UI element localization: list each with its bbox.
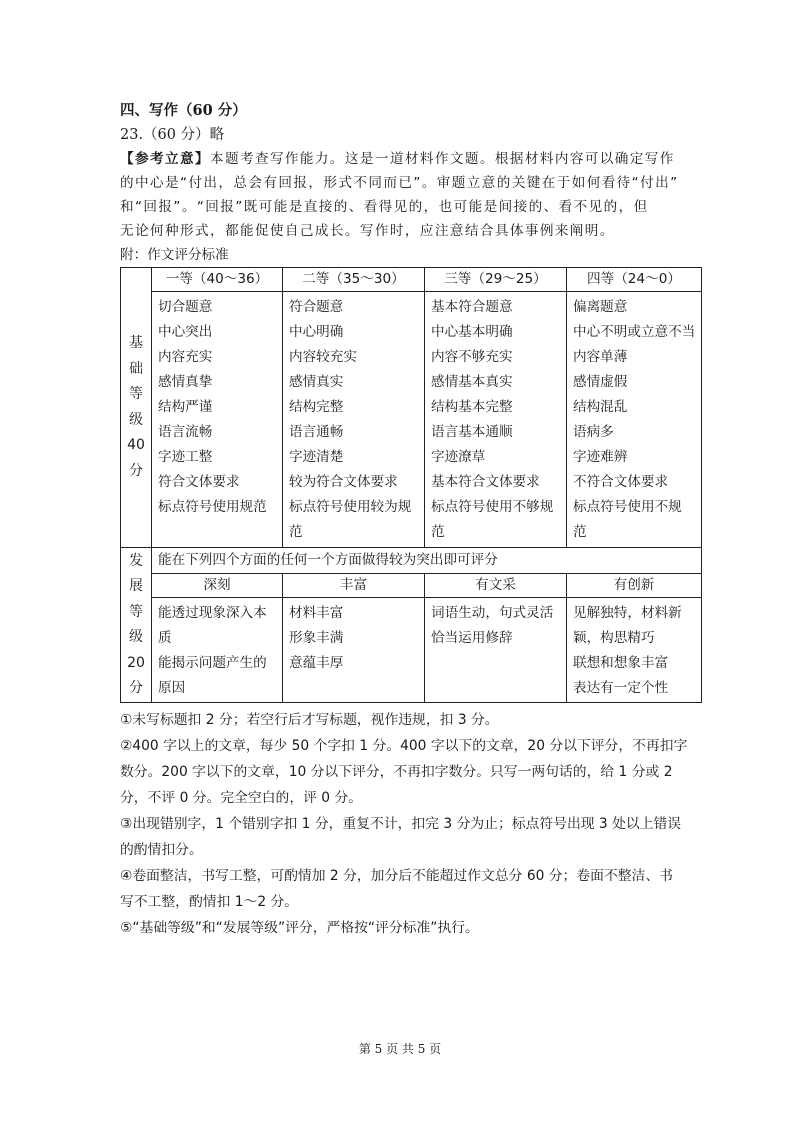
basic-item: 语言流畅 — [158, 424, 213, 440]
basic-item: 标点符号使用规范 — [158, 499, 267, 515]
basic-header-2: 二等（35～30） — [283, 268, 425, 292]
basic-item: 符合题意 — [289, 299, 344, 315]
development-body-row — [121, 598, 702, 703]
development-header-3: 有文采 — [425, 574, 567, 598]
section-title: 四、写作（60 分） — [120, 102, 247, 119]
development-item: 能揭示问题产生的原因 — [158, 655, 267, 696]
basic-item: 中心明确 — [289, 324, 344, 340]
basic-item: 感情真实 — [289, 374, 344, 390]
note-line: ①未写标题扣 2 分；若空行后才写标题，视作违规，扣 3 分。 — [120, 712, 499, 728]
basic-item: 偏离题意 — [573, 299, 628, 315]
development-item: 联想和想象丰富 — [573, 655, 669, 671]
page-footer: 第 5 页 共 5 页 — [358, 1042, 442, 1056]
basic-item: 切合题意 — [158, 299, 213, 315]
basic-item: 不符合文体要求 — [573, 474, 669, 490]
note-line: ④卷面整洁，书写工整，可酌情加 2 分，加分后不能超过作文总分 60 分；卷面不整洁、书 — [120, 868, 673, 884]
development-item: 表达有一定个性 — [573, 680, 669, 696]
basic-side-label: 基 础 等 级 40 分 — [121, 268, 152, 548]
basic-col-2 — [283, 292, 425, 548]
reference-text-1: 本题考查写作能力。这是一道材料作文题。根据材料内容可以确定写作 — [209, 151, 675, 167]
development-header-1: 深刻 — [152, 574, 283, 598]
basic-item: 字迹清楚 — [289, 449, 344, 465]
note-line: ②400 字以上的文章，每少 50 个字扣 1 分。400 字以下的文章，20 分以下评分，不再扣字 — [120, 738, 688, 754]
basic-header-1: 一等（40～36） — [152, 268, 283, 292]
basic-header-3: 三等（29～25） — [425, 268, 567, 292]
document-body — [120, 99, 700, 941]
development-item: 材料丰富 — [289, 605, 344, 621]
basic-item: 结构混乱 — [573, 399, 628, 415]
development-header-2: 丰富 — [283, 574, 425, 598]
development-col-2 — [283, 598, 425, 703]
basic-item: 内容较充实 — [289, 349, 357, 365]
appendix-title: 附：作文评分标准 — [120, 247, 229, 263]
note-line: ③出现错别字，1 个错别字扣 1 分，重复不计，扣完 3 分为止；标点符号出现 3 处以上错误 — [120, 816, 682, 832]
development-col-1 — [152, 598, 283, 703]
basic-item: 感情虚假 — [573, 374, 628, 390]
basic-item: 语言基本通顺 — [431, 424, 513, 440]
reference-line-1 — [120, 147, 700, 171]
note-line: 分，不评 0 分。完全空白的，评 0 分。 — [120, 790, 363, 806]
basic-item: 中心不明或立意不当 — [573, 324, 696, 340]
basic-col-1 — [152, 292, 283, 548]
development-intro-row — [121, 548, 702, 574]
development-item: 恰当运用修辞 — [431, 630, 513, 646]
development-side-label: 发 展 等 级 20 分 — [121, 548, 152, 703]
development-intro: 能在下列四个方面的任何一个方面做得较为突出即可评分 — [152, 548, 702, 574]
basic-item: 内容充实 — [158, 349, 213, 365]
basic-item: 感情真挚 — [158, 374, 213, 390]
note-line: 数分。200 字以下的文章，10 分以下评分，不再扣字数分。只写一两句话的，给 1 分或 2 — [120, 764, 673, 780]
basic-header-row — [121, 268, 702, 292]
basic-item: 内容不够充实 — [431, 349, 513, 365]
scoring-table — [120, 267, 702, 703]
basic-item: 基本符合文体要求 — [431, 474, 540, 490]
development-col-3 — [425, 598, 567, 703]
basic-item: 标点符号使用较为规范 — [289, 499, 412, 540]
reference-line-3: 和“回报”。“回报”既可能是直接的、看得见的，也可能是间接的、看不见的，但 — [120, 199, 649, 215]
basic-item: 较为符合文体要求 — [289, 474, 398, 490]
basic-header-4: 四等（24～0） — [567, 268, 702, 292]
basic-item: 中心突出 — [158, 324, 213, 340]
basic-col-3 — [425, 292, 567, 548]
basic-item: 字迹难辨 — [573, 449, 628, 465]
basic-item: 感情基本真实 — [431, 374, 513, 390]
note-line: ⑤“基础等级”和“发展等级”评分，严格按“评分标准”执行。 — [120, 920, 479, 936]
scoring-notes — [120, 707, 700, 941]
note-line: 写不工整，酌情扣 1～2 分。 — [120, 894, 299, 910]
basic-item: 内容单薄 — [573, 349, 628, 365]
development-item: 意蕴丰厚 — [289, 655, 344, 671]
development-header-4: 有创新 — [567, 574, 702, 598]
development-item: 词语生动，句式灵活 — [431, 605, 554, 621]
basic-item: 标点符号使用不规范 — [573, 499, 682, 540]
basic-col-4 — [567, 292, 702, 548]
basic-item: 结构严谨 — [158, 399, 213, 415]
basic-item: 中心基本明确 — [431, 324, 513, 340]
basic-item: 符合文体要求 — [158, 474, 240, 490]
basic-body-row — [121, 292, 702, 548]
basic-item: 结构完整 — [289, 399, 344, 415]
note-line: 的酌情扣分。 — [120, 842, 203, 858]
basic-item: 基本符合题意 — [431, 299, 513, 315]
basic-item: 语言通畅 — [289, 424, 344, 440]
basic-item: 字迹工整 — [158, 449, 213, 465]
basic-item: 结构基本完整 — [431, 399, 513, 415]
basic-item: 标点符号使用不够规范 — [431, 499, 554, 540]
development-item: 能透过现象深入本质 — [158, 605, 267, 646]
question-line: 23.（60 分）略 — [120, 127, 225, 143]
reference-label: 【参考立意】 — [120, 151, 210, 167]
development-item: 形象丰满 — [289, 630, 344, 646]
development-item: 见解独特，材料新颖，构思精巧 — [573, 605, 682, 646]
reference-line-4: 无论何种形式，都能促使自己成长。写作时，应注意结合具体事例来阐明。 — [120, 223, 615, 239]
development-col-4 — [567, 598, 702, 703]
basic-item: 字迹潦草 — [431, 449, 486, 465]
reference-line-2: 的中心是“付出，总会有回报，形式不同而已”。审题立意的关键在于如何看待“付出” — [120, 175, 679, 191]
development-header-row — [121, 574, 702, 598]
basic-item: 语病多 — [573, 424, 614, 440]
